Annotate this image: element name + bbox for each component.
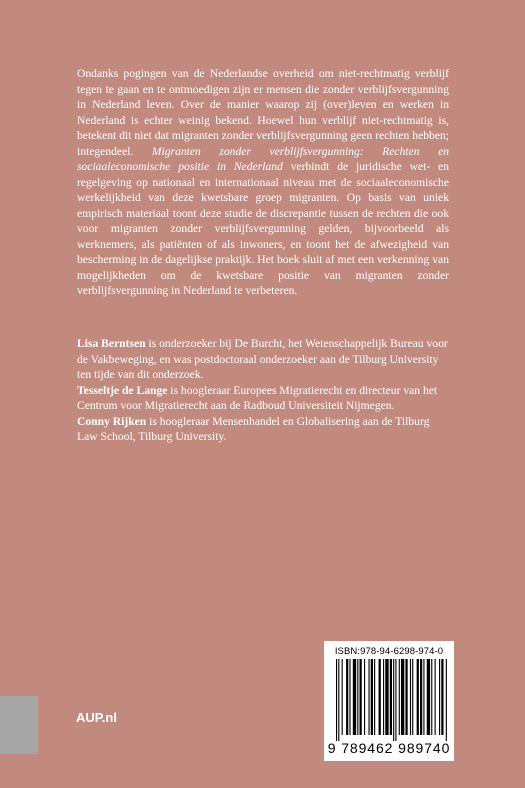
author-name: Conny Rijken [77,414,147,428]
barcode-icon [336,659,448,741]
blurb-text-2: verbindt de juridische wet- en regelgeving op nationaal en internationaal niveau met de sociaaleconomische werkelijkheid van deze kwetsbare groep migranten. Op basis van uniek empirisch materiaal toont deze studie de discrepantie tussen de rechten die ook voor migranten zonder verblijfsvergunning gelden, bijvoorbeeld als werknemers, als patiënten of als inwoners, en toont het de afwezigheid van bescherming in de dagelijkse praktijk. Het boek sluit af met een verkenning van mogelijkheden om de kwetsbare positie van migranten zonder verblijfsvergunning in Nederland te verbeteren. [77,160,449,297]
author-description: is onderzoeker bij De Burcht, het Wetenschappelijk Bureau voor de Vakbeweging, en was postdoctoraal onderzoeker aan de Tilburg University ten tijde van dit onderzoek. [77,337,448,381]
author-description: is hoogleraar Europees Migratierecht en directeur van het Centrum voor Migratierecht aan de Radboud Universiteit Nijmegen. [77,383,438,412]
barcode-block [324,641,454,761]
ean-number: 9 789462 989740 [327,740,451,756]
author-name: Tesseltje de Lange [77,383,168,397]
author-bio [77,383,449,414]
blurb-text-1: Ondanks pogingen van de Nederlandse overheid om niet-rechtmatig verblijf tegen te gaan en te ontmoedigen zijn er mensen die zonder verblijfsvergunning in Nederland leven. Over de manier waarop zij (over)leven en werken in Nederland is echter weinig bekend. Hoewel hun verblijf niet-rechtmatig is, betekent dit niet dat migranten zonder verblijfsvergunning geen rechten hebben; integendeel. [77,67,449,158]
author-bio [77,336,449,383]
author-name: Lisa Berntsen [77,337,146,350]
grey-tab [0,696,38,754]
author-description: is hoogleraar Mensenhandel en Globalisering aan de Tilburg Law School, Tilburg University. [77,414,430,443]
author-bios [77,336,449,445]
isbn-label: ISBN:978-94-6298-974-0 [334,646,444,657]
publisher-url[interactable]: AUP.nl [76,710,117,725]
book-title: Migranten zonder verblijfsvergunning: Rechten en sociaaleconomische positie in Nederland [77,144,450,173]
back-cover-blurb [77,66,449,299]
author-bio [77,414,449,445]
